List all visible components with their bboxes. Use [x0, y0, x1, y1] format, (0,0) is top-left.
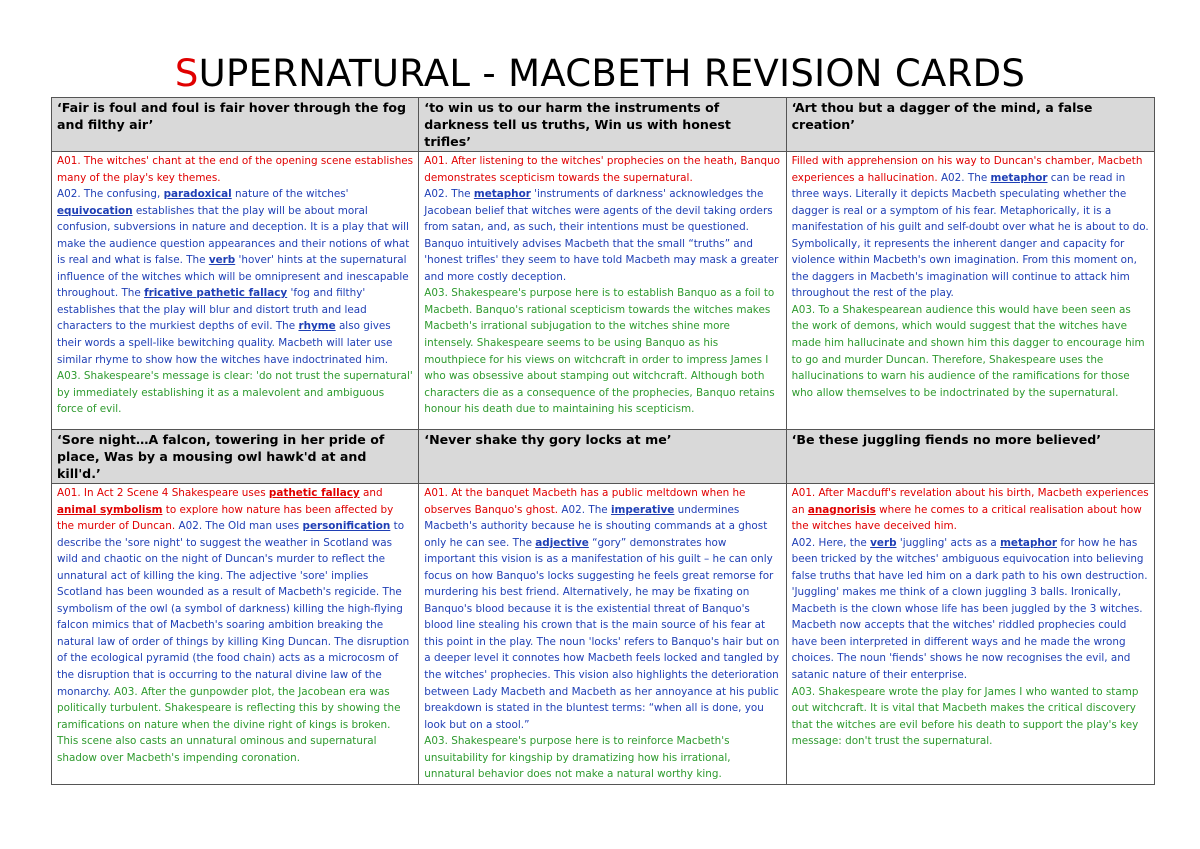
card-text: for how he has been tricked by the witches' ambiguous equivocation into believing false truths that have led him on a dark path to his own destruction. 'Juggling' makes me think of a clown juggling 3 balls. Ironically, Macbeth is the clown whose life has been juggled by the 3 witches. Macbeth now accepts that the witches' riddled prophecies could have been interpreted in different ways and he made the wrong choices. The noun 'fiends' shows he now recognises the evil, and satanic nature of their enterprise.: [791, 536, 1148, 682]
quote-row-1: [52, 98, 1155, 152]
card-text: A02. The: [424, 188, 474, 201]
key-term: anagnorisis: [807, 503, 876, 516]
card-text: to explore how nature has been affected by the murder of Duncan.: [57, 503, 394, 533]
title-rest: UPERNATURAL - MACBETH REVISION CARDS: [198, 52, 1026, 95]
card-body: [419, 152, 786, 430]
card-quote: ‘Never shake thy gory locks at me’: [419, 430, 786, 484]
key-term: animal symbolism: [57, 503, 163, 516]
card-text: A03. To a Shakespearean audience this would have been seen as the work of demons, which would suggest that the witches have made him hallucinate and shown him this dagger to encourage him to go and murder Duncan. Therefore, Shakespeare uses the hallucinations to warn his audience of the ramifications for those who allow themselves to be indoctrinated by the supernatural.: [791, 303, 1145, 399]
key-term: rhyme: [298, 320, 336, 333]
card-text: Filled with apprehension on his way to Duncan's chamber, Macbeth experiences a hallucination.: [791, 155, 1143, 184]
card-text: A02. The: [561, 503, 611, 516]
card-body: [786, 484, 1154, 785]
card-quote: ‘Be these juggling fiends no more believed’: [786, 430, 1154, 484]
card-quote: ‘Fair is foul and foul is fair hover through the fog and filthy air’: [52, 98, 419, 152]
key-term: personification: [302, 520, 391, 533]
card-text: A01. The witches' chant at the end of the opening scene establishes many of the play's key themes.: [57, 155, 414, 184]
card-body: [786, 152, 1154, 430]
key-term: adjective: [535, 536, 589, 549]
card-text: A03. Shakespeare wrote the play for James I who wanted to stamp out witchcraft. It is vital that Macbeth makes the critical discovery that the witches are evil before his death to support the play's key message: don't trust the supernatural.: [791, 685, 1139, 748]
card-text: 'hover' hints at the supernatural influence of the witches which will be omnipresent and inescapable throughout. The: [57, 254, 409, 300]
key-term: equivocation: [57, 204, 133, 217]
card-text: “gory” demonstrates how important this vision is as a manifestation of his guilt – he can only focus on how Banquo's locks suggesting he feels great remorse for murdering his best friend. Alternatively, he may be fixating on Banquo's blood because it is the existential threat of Banquo's blood line stealing his crown that is the main source of his fear at this point in the play. The noun 'locks' refers to Banquo's hair but on a deeper level it connotes how Macbeth feels locked and tangled by the witches' prophecies. This vision also highlights the deterioration between Lady Macbeth and Macbeth as her annoyance at his public breakdown is stated in the bluntest terms: “when all is done, you look but on a stool.”: [424, 536, 780, 731]
card-text: undermines Macbeth's authority because he is shouting commands at a ghost only he can see. The: [424, 503, 768, 549]
card-quote: ‘Art thou but a dagger of the mind, a false creation’: [786, 98, 1154, 152]
body-row-1: [52, 152, 1155, 430]
card-text: A03. Shakespeare's purpose here is to establish Banquo as a foil to Macbeth. Banquo's rational scepticism towards the witches makes Macbeth's irrational subjugation to the witches shine more intensely. Shakespeare seems to be using Banquo as his mouthpiece for his views on witchcraft in order to impress James I who was obsessive about stamping out witchcraft. Although both characters die as a consequence of the prophecies, Banquo retains honour his death due to maintaining his scepticism.: [424, 287, 775, 416]
key-term: metaphor: [473, 188, 531, 201]
revision-cards-table: [51, 97, 1155, 785]
card-quote: ‘Sore night…A falcon, towering in her pride of place, Was by a mousing owl hawk'd at and kill'd.’: [52, 430, 419, 484]
quote-row-2: [52, 430, 1155, 484]
card-body: [419, 484, 786, 785]
card-text: 'juggling' acts as a: [896, 536, 1001, 549]
card-text: also gives their words a spell-like bewitching quality. Macbeth will later use similar rhyme to show how the witches have indoctrinated him.: [57, 320, 393, 366]
card-text: A02. Here, the: [791, 536, 871, 549]
card-text: 'fog and filthy' establishes that the play will blur and distort truth and lead characters to the murkiest depths of evil. The: [57, 287, 367, 333]
title-first-letter: S: [174, 52, 199, 95]
card-text: A01. In Act 2 Scene 4 Shakespeare uses: [57, 487, 269, 499]
card-text: establishes that the play will be about moral confusion, subversions in nature and deception. It is a play that will make the audience question appearances and their notions of what is real and what is false. The: [57, 204, 410, 267]
card-body: [52, 152, 419, 430]
card-text: and: [359, 487, 383, 499]
card-text: A03. After the gunpowder plot, the Jacobean era was politically turbulent. Shakespeare is reflecting this by showing the ramifications on nature when the divine right of kings is broken. This scene also casts an unnatural ominous and supernatural shadow over Macbeth's impending coronation.: [57, 685, 401, 764]
key-term: verb: [870, 536, 897, 549]
key-term: paradoxical: [163, 188, 232, 201]
card-text: A02. The Old man uses: [178, 520, 303, 533]
card-text: A01. After listening to the witches' prophecies on the heath, Banquo demonstrates scepticism towards the supernatural.: [424, 155, 781, 184]
key-term: pathetic fallacy: [268, 487, 360, 499]
key-term: imperative: [611, 503, 675, 516]
card-text: A02. The confusing,: [57, 188, 164, 201]
card-text: to describe the 'sore night' to suggest the weather in Scotland was wild and chaotic on the night of Duncan's murder to reflect the unnatural act of killing the king. The adjective 'sore' implies Scotland has been wounded as a result of Macbeth's regicide. The symbolism of the owl (a symbol of darkness) killing the high-flying falcon mimics that of Macbeth's soaring ambition breaking the natural law of order of things by killing King Duncan. The disruption of the ecological pyramid (the food chain) acts as a microcosm of the disruption that is occurring to the natural divine law of the monarchy.: [57, 520, 410, 698]
card-text: A03. Shakespeare's purpose here is to reinforce Macbeth's unsuitability for kingship by dramatizing how his irrational, unnatural behavior does not make a natural worthy king.: [424, 735, 731, 781]
card-text: 'instruments of darkness' acknowledges the Jacobean belief that witches were agents of the devil taking orders from satan, and, as such, their intentions must be questioned. Banquo intuitively advises Macbeth that the small “truths” and 'honest trifles' they seem to have told Macbeth may mask a greater and more costly deception.: [424, 188, 779, 283]
key-term: verb: [208, 254, 236, 267]
card-text: A01. At the banquet Macbeth has a public meltdown when he observes Banquo's ghost.: [424, 487, 746, 516]
card-text: A02. The: [940, 171, 991, 184]
card-text: nature of the witches': [231, 188, 349, 201]
card-text: A01. After Macduff's revelation about his birth, Macbeth experiences an: [791, 487, 1149, 516]
card-text: A03. Shakespeare's message is clear: 'do not trust the supernatural' by immediately establishing it as a malevolent and ambiguous force of evil.: [57, 370, 413, 416]
page-title: [0, 52, 1200, 95]
card-body: [52, 484, 419, 785]
body-row-2: [52, 484, 1155, 785]
key-term: metaphor: [1000, 536, 1058, 549]
card-text: where he comes to a critical realisation about how the witches have deceived him.: [791, 503, 1142, 533]
key-term: metaphor: [990, 171, 1048, 184]
card-quote: ‘to win us to our harm the instruments of darkness tell us truths, Win us with honest trifles’: [419, 98, 786, 152]
card-text: can be read in three ways. Literally it depicts Macbeth speculating whether the dagger is real or a symptom of his fear. Metaphorically, it is a manifestation of his guilt and self-doubt over what he is about to do. Symbolically, it represents the inherent danger and capacity for violence within Macbeth's own imagination. From this moment on, the daggers in Macbeth's imagination will continue to attack him throughout the rest of the play.: [791, 171, 1149, 300]
key-term: fricative pathetic fallacy: [144, 287, 288, 300]
